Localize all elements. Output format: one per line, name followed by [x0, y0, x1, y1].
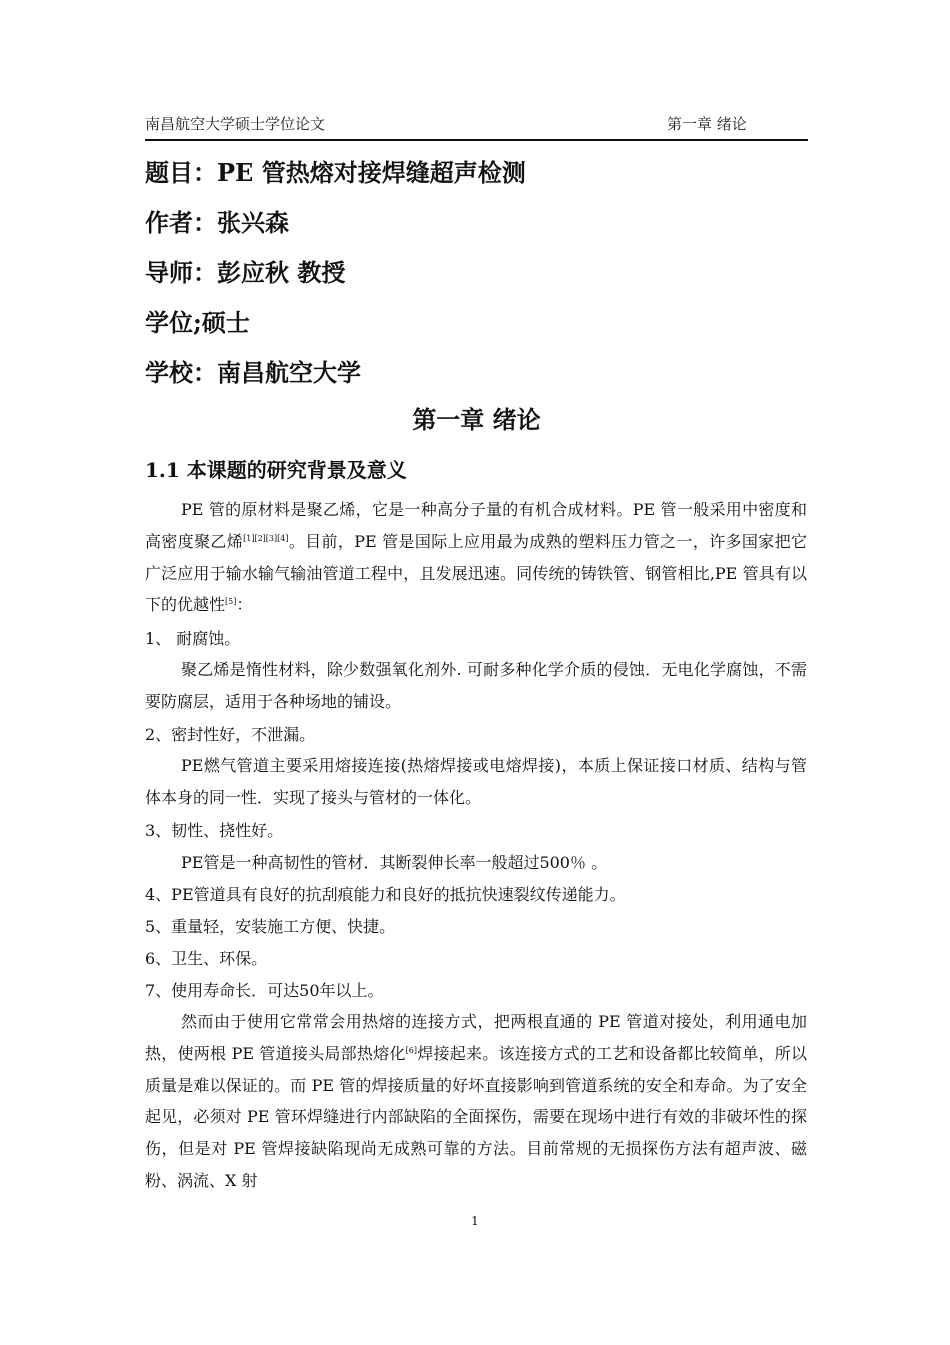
citation-ref: [1][2][3][4] [243, 533, 289, 543]
para-text: 然而由于使用它常常会用热熔的连接方式，把两根直通的 PE 管道对接处，利用通电加热，使两根 PE 管道接头局部热熔化 [145, 1012, 807, 1063]
para-text: ： [236, 595, 253, 615]
list-item-description: PE管是一种高韧性的管材．其断裂伸长率一般超过500％ 。 [181, 853, 608, 872]
para-text: 。目前，PE 管是国际上应用最为成熟的塑料压力管之一，许多国家把它广泛应用于输水输气输油管道工程中，且发展迅速。同传统的铸铁管、钢管相比,PE 管具有以下的优越性 [145, 531, 807, 615]
paragraph-welding [145, 1006, 807, 1197]
list-item: 3、韧性、挠性好。 [145, 821, 284, 840]
list-item-description: PE燃气管道主要采用熔接连接(热熔焊接或电熔焊接)，本质上保证接口材质、结构与管体本身的同一性．实现了接头与管材的一体化。 [145, 756, 807, 807]
meta-school: 学校：南昌航空大学 [145, 358, 361, 387]
meta-author: 作者：张兴森 [145, 208, 289, 237]
list-item-description: 聚乙烯是惰性材料，除少数强氧化剂外. 可耐多种化学介质的侵蚀．无电化学腐蚀，不需要防腐层，适用于各种场地的铺设。 [145, 660, 807, 711]
section-title: 1.1 本课题的研究背景及意义 [145, 458, 407, 482]
para-text: 焊接起来。该连接方式的工艺和设备都比较简单，所以质量是难以保证的。而 PE 管的焊接质量的好坏直接影响到管道系统的安全和寿命。为了安全起见，必须对 PE 管环焊缝进行内部缺陷的全面探伤，需要在现场中进行有效的非破坏性的探伤，但是对 PE 管焊接缺陷现尚无成熟可靠的方法。目前常规的无损探伤方法有超声波、磁粉、涡流、X 射 [145, 1043, 807, 1190]
meta-title: 题目：PE 管热熔对接焊缝超声检测 [145, 158, 526, 187]
citation-ref: [6] [405, 1045, 417, 1055]
para-text: PE 管的原材料是聚乙烯，它是一种高分子量的有机合成材料。PE 管一般采用中密度和高密度聚乙烯 [145, 500, 807, 551]
list-item: 1、 耐腐蚀。 [145, 629, 241, 648]
meta-advisor: 导师：彭应秋 教授 [145, 258, 346, 287]
list-item: 5、重量轻，安装施工方便、快捷。 [145, 917, 396, 936]
header-chapter: 第一章 绪论 [667, 115, 747, 133]
meta-degree: 学位;硕士 [145, 308, 250, 337]
list-item: 7、使用寿命长．可达50年以上。 [145, 981, 384, 1000]
list-item: 6、卫生、环保。 [145, 949, 268, 968]
header-university: 南昌航空大学硕士学位论文 [145, 115, 326, 133]
citation-ref: [5] [225, 597, 237, 607]
list-item: 2、密封性好，不泄漏。 [145, 725, 316, 744]
chapter-title: 第一章 绪论 [412, 405, 541, 434]
page-number: 1 [471, 1214, 479, 1228]
running-header [145, 113, 808, 138]
list-item: 4、PE管道具有良好的抗刮痕能力和良好的抵抗快速裂纹传递能力。 [145, 885, 626, 904]
paragraph-intro [145, 494, 807, 621]
header-rule [145, 139, 808, 141]
